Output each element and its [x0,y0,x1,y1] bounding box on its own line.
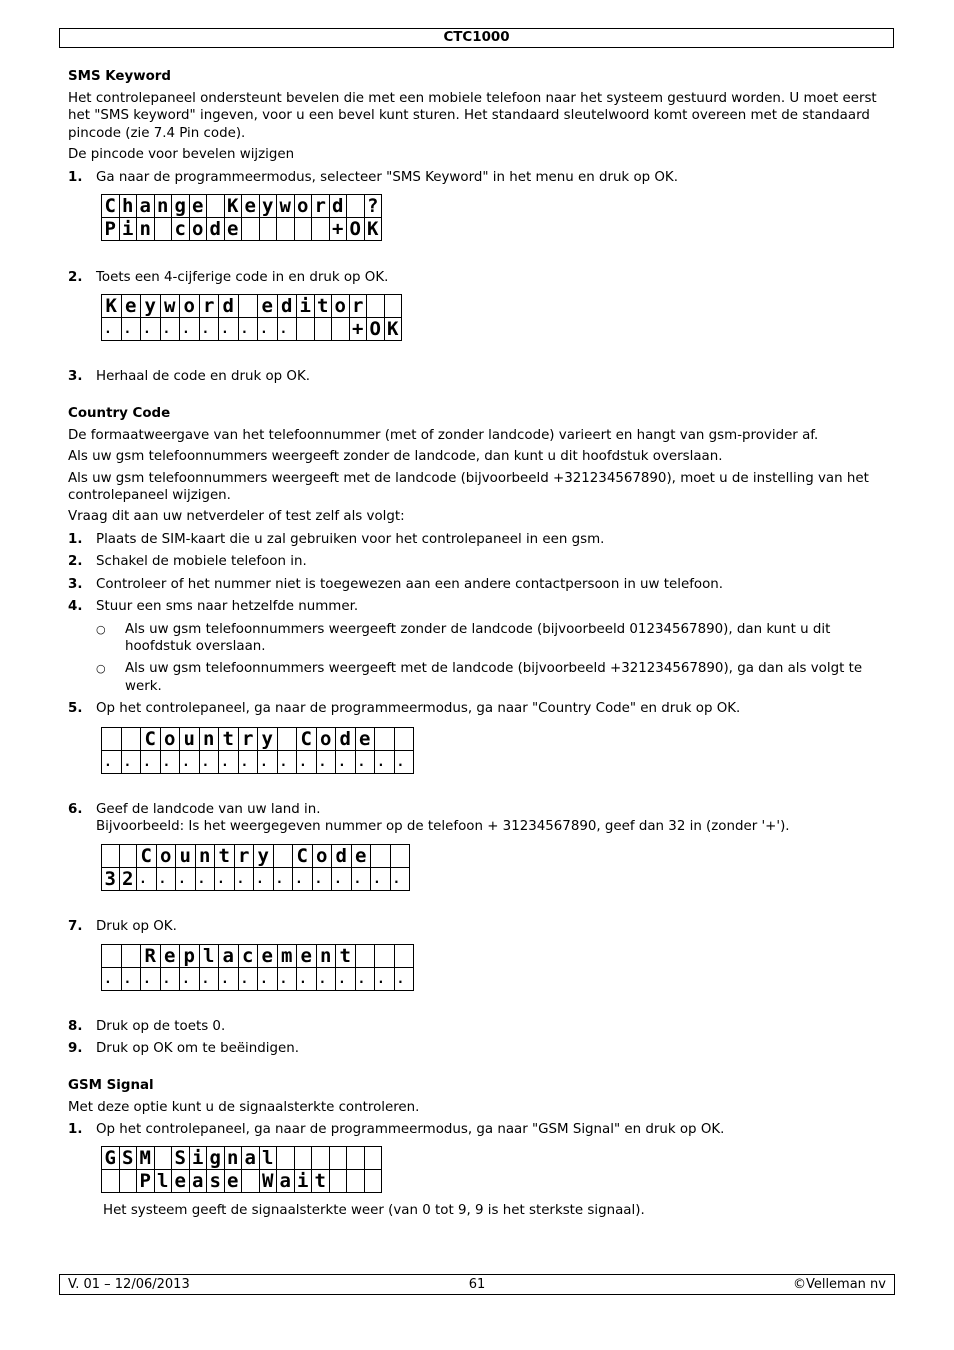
lcd-cell: . [375,750,395,773]
lcd-cell: W [259,1170,277,1193]
lcd-cell [371,845,391,868]
lcd-row [102,944,414,967]
step-text: Druk op de toets 0. [96,1018,226,1034]
lcd-cell [259,218,277,241]
lcd-cell [329,1170,347,1193]
lcd-cell: e [297,944,317,967]
lcd-cell [154,218,172,241]
lcd-cell: . [238,750,258,773]
lcd-cell: l [154,1170,172,1193]
lcd-cell: r [234,845,254,868]
lcd-cell [121,944,141,967]
lcd-cell: . [312,868,332,891]
step-number: 1. [68,1121,83,1137]
lcd-cell: n [154,195,172,218]
lcd-cell: s [207,1170,225,1193]
lcd-cell: O [367,318,385,341]
lcd-cell: C [141,727,161,750]
lcd-cell: . [316,967,336,990]
lcd-cell: . [180,967,200,990]
lcd-cell [347,195,365,218]
section-heading-sms-keyword: SMS Keyword [68,69,171,84]
lcd-cell: . [238,318,258,341]
lcd-cell: . [219,750,239,773]
lcd-cell: . [258,750,278,773]
lcd-cell: . [375,967,395,990]
lcd-cell: e [189,195,207,218]
lcd-cell: o [312,845,332,868]
lcd-row [102,1147,382,1170]
lcd-display-country-code [101,727,414,774]
lcd-cell: . [121,750,141,773]
lcd-cell: n [199,727,219,750]
sms-step-1 [68,169,888,186]
lcd-cell [364,1147,382,1170]
lcd-cell: i [189,1147,207,1170]
lcd-cell: a [137,195,155,218]
step-number: 3. [68,576,83,592]
lcd-cell: C [293,845,313,868]
lcd-cell: . [297,967,317,990]
lcd-cell: . [215,868,235,891]
lcd-cell: o [294,195,312,218]
bullet-icon: ○ [96,622,106,636]
sms-step-3 [68,368,888,385]
lcd-cell: w [277,195,295,218]
lcd-cell: S [172,1147,190,1170]
step-number: 9. [68,1041,83,1057]
lcd-cell: . [293,868,313,891]
lcd-cell: o [189,218,207,241]
lcd-cell: t [219,727,239,750]
lcd-display-change-keyword [101,194,382,241]
step-number: 4. [68,599,83,615]
lcd-cell: . [199,318,219,341]
lcd-cell: . [254,868,274,891]
lcd-cell: . [336,967,356,990]
lcd-cell: . [199,750,219,773]
lcd-cell [312,1147,330,1170]
lcd-cell: . [180,750,200,773]
lcd-cell: . [195,868,215,891]
sms-lead: De pincode voor bevelen wijzigen [68,147,295,163]
lcd-cell: . [297,750,317,773]
lcd-cell: e [258,295,278,318]
lcd-cell [119,1170,137,1193]
lcd-cell [375,944,395,967]
lcd-cell: n [316,944,336,967]
lcd-cell: K [384,318,402,341]
step-number: 3. [68,369,83,385]
lcd-cell: i [119,218,137,241]
lcd-cell: h [119,195,137,218]
lcd-cell: K [102,295,122,318]
lcd-row [102,218,382,241]
lcd-cell [102,1170,120,1193]
lcd-cell [294,1147,312,1170]
lcd-row [102,295,402,318]
lcd-cell: C [137,845,157,868]
lcd-cell: e [224,218,242,241]
lcd-cell: . [141,318,161,341]
lcd-cell: t [312,1170,330,1193]
lcd-cell: e [351,845,371,868]
lcd-row [102,318,402,341]
lcd-cell: e [172,1170,190,1193]
lcd-cell [375,727,395,750]
lcd-cell: l [259,1147,277,1170]
section-heading-gsm-signal: GSM Signal [68,1077,154,1093]
lcd-row [102,967,414,990]
lcd-cell: . [219,318,239,341]
lcd-cell: e [258,944,278,967]
step-text: Op het controlepaneel, ga naar de programmeermodus, ga naar "GSM Signal" en druk op OK. [96,1121,725,1137]
lcd-cell: . [277,750,297,773]
step-number: 2. [68,554,83,570]
step-text: Controleer of het nummer niet is toegewezen aan een andere contactpersoon in uw telefoon. [96,576,724,592]
lcd-cell: . [121,318,141,341]
lcd-cell: o [316,727,336,750]
lcd-cell: G [102,1147,120,1170]
lcd-cell: c [172,218,190,241]
lcd-cell: . [316,750,336,773]
lcd-cell: d [277,295,297,318]
lcd-cell: . [137,868,157,891]
country-step-3 [68,576,888,593]
country-p1: De formaatweergave van het telefoonnummer (met of zonder landcode) varieert en hangt van gsm-provider af. [68,427,819,443]
lcd-cell [242,1170,260,1193]
lcd-cell: . [238,967,258,990]
lcd-cell: d [219,295,239,318]
lcd-cell [347,1170,365,1193]
lcd-cell [102,727,122,750]
lcd-cell: y [259,195,277,218]
lcd-cell [364,1170,382,1193]
lcd-cell: . [141,967,161,990]
lcd-cell [312,218,330,241]
lcd-cell: . [277,318,297,341]
country-step-4-sub-2 [68,660,888,695]
lcd-cell: a [189,1170,207,1193]
lcd-cell: a [242,1147,260,1170]
lcd-cell: K [364,218,382,241]
lcd-cell: . [199,967,219,990]
lcd-cell: . [156,868,176,891]
lcd-cell: w [160,295,180,318]
step-text: Herhaal de code en druk op OK. [96,369,311,385]
lcd-cell: r [238,727,258,750]
lcd-cell: d [207,218,225,241]
lcd-cell: i [297,295,315,318]
lcd-cell: g [207,1147,225,1170]
step-text: Druk op OK om te beëindigen. [96,1041,299,1057]
lcd-cell: o [156,845,176,868]
lcd-cell [277,727,297,750]
lcd-cell: o [160,727,180,750]
lcd-cell: . [102,750,122,773]
lcd-cell: e [121,295,141,318]
lcd-cell: r [349,295,367,318]
step-number: 5. [68,701,83,717]
lcd-cell: c [238,944,258,967]
lcd-display-keyword-editor [101,294,402,341]
lcd-cell: p [180,944,200,967]
country-p3: Als uw gsm telefoonnummers weergeeft met de landcode (bijvoorbeeld +321234567890), moet u de instelling van het controlepaneel wijzigen. [68,470,869,504]
step-text: Toets een 4-cijferige code in en druk op OK. [96,270,389,286]
country-step-9 [68,1040,888,1057]
lcd-cell: g [172,195,190,218]
lcd-cell: . [102,967,122,990]
lcd-cell [297,318,315,341]
step-number: 2. [68,270,83,286]
lcd-cell [119,845,137,868]
country-step-7 [68,918,888,935]
step-6-example: Bijvoorbeeld: Is het weergegeven nummer op de telefoon + 31234567890, geef dan 32 in (zonder '+'). [96,818,790,834]
lcd-cell: t [336,944,356,967]
lcd-cell: 2 [119,868,137,891]
lcd-row [102,1170,382,1193]
step-text: Stuur een sms naar hetzelfde nummer. [96,599,359,615]
lcd-cell [347,1147,365,1170]
lcd-cell: C [297,727,317,750]
step-text: Op het controlepaneel, ga naar de programmeermodus, ga naar "Country Code" en druk op OK. [96,701,741,717]
lcd-cell: . [102,318,122,341]
lcd-cell: . [180,318,200,341]
bullet-icon: ○ [96,662,106,676]
lcd-row [102,727,414,750]
lcd-cell: ? [364,195,382,218]
country-step-1 [68,531,888,548]
gsm-note: Het systeem geeft de signaalsterkte weer (van 0 tot 9, 9 is het sterkste signaal). [103,1203,645,1219]
step-number: 7. [68,919,83,935]
sms-step-2 [68,269,888,286]
step-number: 6. [68,801,83,817]
lcd-cell [238,295,258,318]
lcd-cell [367,295,385,318]
lcd-cell: m [277,944,297,967]
lcd-cell: . [160,750,180,773]
gsm-step-1 [68,1121,888,1138]
lcd-cell: a [277,1170,295,1193]
lcd-cell: O [347,218,365,241]
lcd-cell: . [160,967,180,990]
lcd-cell: . [258,967,278,990]
lcd-cell: M [137,1147,155,1170]
lcd-cell: R [141,944,161,967]
lcd-cell: l [199,944,219,967]
lcd-cell: i [294,1170,312,1193]
lcd-cell: . [355,750,375,773]
lcd-cell: P [137,1170,155,1193]
footer-page-number: 61 [468,1277,486,1292]
lcd-cell: u [176,845,196,868]
lcd-cell: S [119,1147,137,1170]
lcd-cell: . [273,868,293,891]
lcd-cell: . [336,750,356,773]
lcd-cell [277,1147,295,1170]
lcd-cell [355,944,375,967]
lcd-cell: K [224,195,242,218]
lcd-cell: . [394,967,414,990]
footer-version: V. 01 – 12/06/2013 [68,1277,190,1292]
lcd-cell: d [332,845,352,868]
lcd-cell: e [242,195,260,218]
step-text: Druk op OK. [96,919,177,935]
lcd-cell: . [234,868,254,891]
lcd-cell: y [258,727,278,750]
lcd-cell: r [199,295,219,318]
document-title: CTC1000 [443,30,510,45]
lcd-cell: . [160,318,180,341]
gsm-intro: Met deze optie kunt u de signaalsterkte controleren. [68,1099,420,1115]
lcd-cell: . [390,868,410,891]
country-p2: Als uw gsm telefoonnummers weergeeft zonder de landcode, dan kunt u dit hoofdstuk overslaan. [68,449,723,465]
lcd-cell: C [102,195,120,218]
page-footer [59,1274,895,1295]
lcd-cell: n [137,218,155,241]
lcd-cell: o [332,295,350,318]
lcd-cell: d [329,195,347,218]
lcd-cell [242,218,260,241]
lcd-cell: . [277,967,297,990]
lcd-cell [314,318,332,341]
sub-text: Als uw gsm telefoonnummers weergeeft met de landcode (bijvoorbeeld +321234567890), ga dan als volgt te werk. [125,661,863,694]
lcd-display-replacement [101,944,414,991]
lcd-cell: . [219,967,239,990]
lcd-cell: . [141,750,161,773]
lcd-cell: y [254,845,274,868]
lcd-cell: n [195,845,215,868]
lcd-cell: n [224,1147,242,1170]
step-text: Geef de landcode van uw land in. [96,801,321,817]
lcd-cell: d [336,727,356,750]
step-number: 1. [68,531,83,547]
lcd-cell [332,318,350,341]
lcd-cell [294,218,312,241]
lcd-display-gsm-signal [101,1146,382,1193]
lcd-display-country-code-32 [101,844,410,891]
step-number: 8. [68,1018,83,1034]
country-p4: Vraag dit aan uw netverdeler of test zelf als volgt: [68,509,405,525]
country-step-6 [68,801,888,836]
country-step-2 [68,553,888,570]
lcd-cell [102,845,120,868]
lcd-cell [121,727,141,750]
lcd-cell: . [355,967,375,990]
lcd-cell: . [258,318,278,341]
lcd-row [102,868,410,891]
lcd-cell: u [180,727,200,750]
lcd-row [102,195,382,218]
country-step-5 [68,700,888,717]
sub-text: Als uw gsm telefoonnummers weergeeft zonder de landcode (bijvoorbeeld 01234567890), dan kunt u dit hoofdstuk overslaan. [125,621,831,654]
lcd-cell: . [394,750,414,773]
step-number: 1. [68,169,83,185]
lcd-cell [394,727,414,750]
lcd-row [102,750,414,773]
lcd-cell: + [349,318,367,341]
lcd-cell: e [224,1170,242,1193]
page-content [68,68,888,1220]
lcd-cell: . [332,868,352,891]
step-text: Ga naar de programmeermodus, selecteer "SMS Keyword" in het menu en druk op OK. [96,169,678,185]
step-text: Plaats de SIM-kaart die u zal gebruiken voor het controlepaneel in een gsm. [96,531,605,547]
lcd-cell [390,845,410,868]
lcd-cell [207,195,225,218]
lcd-cell [273,845,293,868]
lcd-cell: e [160,944,180,967]
section-heading-country-code: Country Code [68,405,171,421]
sms-intro: Het controlepaneel ondersteunt bevelen die met een mobiele telefoon naar het systeem gestuurd worden. U moet eerst het "SMS keyword" ingeven, voor u een bevel kunt sturen. Het standaard sleutelwoord komt overeen met de standaard pincode (zie 7.4 Pin code). [68,91,877,141]
country-step-4 [68,598,888,615]
lcd-cell: P [102,218,120,241]
lcd-cell: . [121,967,141,990]
lcd-cell: a [219,944,239,967]
lcd-cell: r [312,195,330,218]
step-text: Schakel de mobiele telefoon in. [96,554,307,570]
lcd-cell: e [355,727,375,750]
lcd-cell [394,944,414,967]
lcd-cell: . [351,868,371,891]
lcd-cell: + [329,218,347,241]
lcd-cell [277,218,295,241]
lcd-cell [102,944,122,967]
lcd-cell [329,1147,347,1170]
country-step-8 [68,1018,888,1035]
lcd-cell: . [371,868,391,891]
lcd-cell [154,1147,172,1170]
lcd-cell: t [215,845,235,868]
lcd-cell: 3 [102,868,120,891]
footer-copyright: ©Velleman nv [792,1277,886,1292]
page-header [59,28,894,48]
country-step-4-sub-1 [68,621,888,656]
lcd-row [102,845,410,868]
lcd-cell: t [314,295,332,318]
lcd-cell: o [180,295,200,318]
lcd-cell: . [176,868,196,891]
lcd-cell [384,295,402,318]
lcd-cell: y [141,295,161,318]
